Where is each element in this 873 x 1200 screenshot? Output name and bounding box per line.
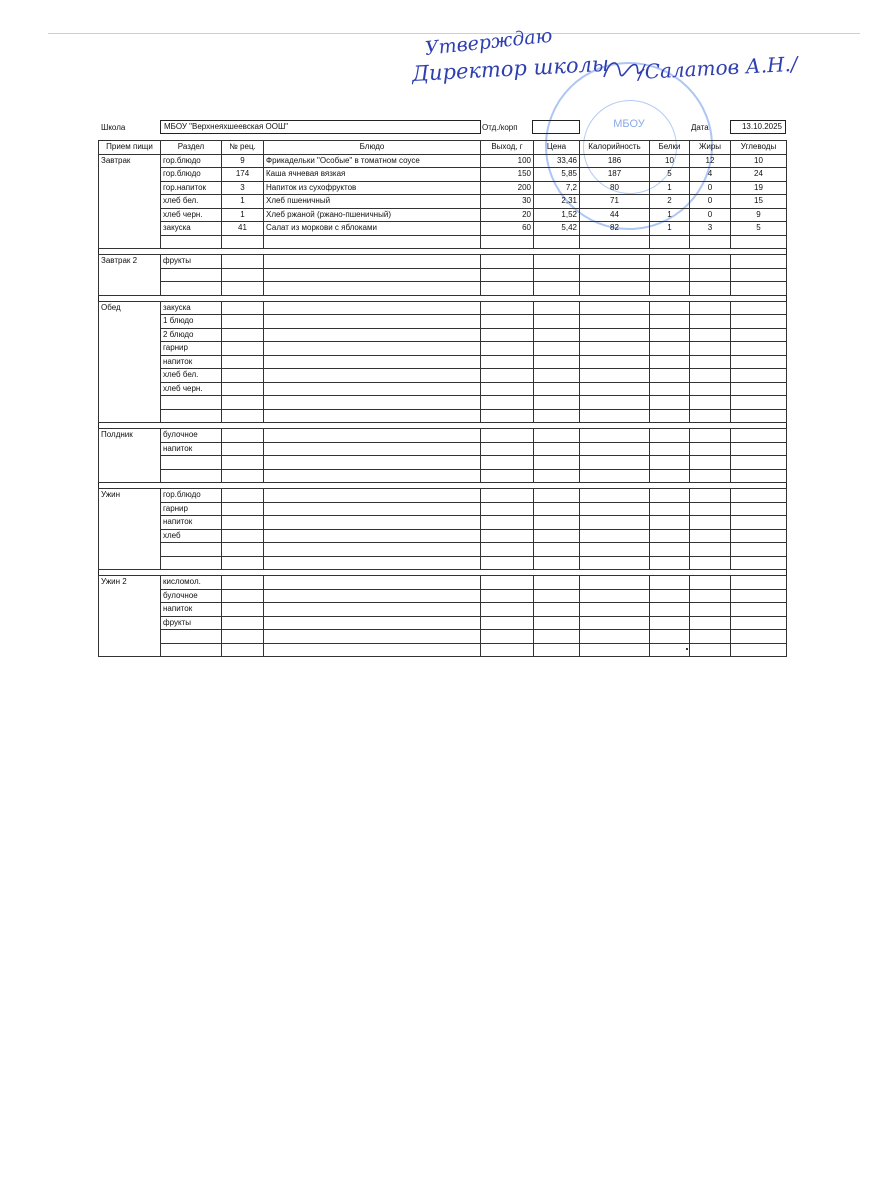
table-row — [99, 342, 787, 356]
cell-section: булочное — [161, 429, 222, 443]
table-row — [99, 529, 787, 543]
table-row — [99, 181, 787, 195]
table-row — [99, 543, 787, 557]
cell-section: гор.блюдо — [161, 154, 222, 168]
scan-speck — [686, 648, 688, 650]
cell-carbs: 15 — [731, 195, 787, 209]
dept-label: Отд./корп — [482, 123, 518, 132]
cell-price: 5,42 — [534, 222, 580, 236]
meal-snack: Полдник — [99, 429, 161, 483]
cell-protein: 2 — [650, 195, 690, 209]
cell-calories: 71 — [580, 195, 650, 209]
table-row — [99, 396, 787, 410]
cell-carbs: 10 — [731, 154, 787, 168]
table-row — [99, 355, 787, 369]
table-row — [99, 556, 787, 570]
col-protein: Белки — [650, 141, 690, 155]
meal-dinner-2: Ужин 2 — [99, 576, 161, 657]
cell-price: 2,31 — [534, 195, 580, 209]
school-label: Школа — [101, 123, 126, 132]
table-row — [99, 235, 787, 249]
cell-section: 1 блюдо — [161, 315, 222, 329]
cell-fat: 3 — [690, 222, 731, 236]
table-row — [99, 643, 787, 657]
cell-fat: 12 — [690, 154, 731, 168]
col-dish: Блюдо — [264, 141, 481, 155]
cell-section: хлеб — [161, 529, 222, 543]
cell-section: фрукты — [161, 616, 222, 630]
cell-recipe: 9 — [222, 154, 264, 168]
col-price: Цена — [534, 141, 580, 155]
table-row — [99, 282, 787, 296]
cell-section: закуска — [161, 222, 222, 236]
table-row — [99, 315, 787, 329]
table-row — [99, 589, 787, 603]
cell-dish: Хлеб пшеничный — [264, 195, 481, 209]
cell-section: булочное — [161, 589, 222, 603]
cell-section: 2 блюдо — [161, 328, 222, 342]
cell-dish: Фрикадельки "Особые" в томатном соусе — [264, 154, 481, 168]
table-row — [99, 154, 787, 168]
cell-calories: 80 — [580, 181, 650, 195]
cell-protein: 1 — [650, 208, 690, 222]
table-row — [99, 195, 787, 209]
table-row — [99, 268, 787, 282]
cell-yield: 30 — [481, 195, 534, 209]
cell-yield: 100 — [481, 154, 534, 168]
cell-section: хлеб черн. — [161, 208, 222, 222]
menu-table — [98, 140, 787, 657]
cell-protein: 1 — [650, 181, 690, 195]
table-row — [99, 409, 787, 423]
table-row — [99, 489, 787, 503]
cell-yield: 20 — [481, 208, 534, 222]
cell-dish: Каша ячневая вязкая — [264, 168, 481, 182]
school-field: МБОУ "Верхнеяхшеевская ООШ" — [160, 120, 481, 134]
meal-lunch: Обед — [99, 301, 161, 423]
cell-fat: 0 — [690, 208, 731, 222]
cell-carbs: 19 — [731, 181, 787, 195]
table-row — [99, 603, 787, 617]
cell-protein: 10 — [650, 154, 690, 168]
cell-fat: 0 — [690, 195, 731, 209]
cell-section: закуска — [161, 301, 222, 315]
col-calories: Калорийность — [580, 141, 650, 155]
cell-carbs: 5 — [731, 222, 787, 236]
cell-recipe: 3 — [222, 181, 264, 195]
table-header-row — [99, 141, 787, 155]
col-meal: Прием пищи — [99, 141, 161, 155]
col-fat: Жиры — [690, 141, 731, 155]
cell-calories: 186 — [580, 154, 650, 168]
col-recipe: № рец. — [222, 141, 264, 155]
table-row — [99, 168, 787, 182]
cell-section: гор.блюдо — [161, 168, 222, 182]
cell-yield: 150 — [481, 168, 534, 182]
cell-carbs: 9 — [731, 208, 787, 222]
cell-section: фрукты — [161, 255, 222, 269]
meal-dinner: Ужин — [99, 489, 161, 570]
cell-price: 5,85 — [534, 168, 580, 182]
date-field: 13.10.2025 — [730, 120, 786, 134]
cell-protein: 5 — [650, 168, 690, 182]
meal-breakfast-2: Завтрак 2 — [99, 255, 161, 296]
cell-section: хлеб бел. — [161, 195, 222, 209]
meal-breakfast: Завтрак — [99, 154, 161, 249]
cell-section: гарнир — [161, 502, 222, 516]
cell-carbs: 24 — [731, 168, 787, 182]
table-row — [99, 469, 787, 483]
cell-calories: 82 — [580, 222, 650, 236]
table-row — [99, 328, 787, 342]
cell-section: напиток — [161, 355, 222, 369]
cell-yield: 200 — [481, 181, 534, 195]
cell-calories: 44 — [580, 208, 650, 222]
col-carbs: Углеводы — [731, 141, 787, 155]
col-section: Раздел — [161, 141, 222, 155]
cell-calories: 187 — [580, 168, 650, 182]
table-row — [99, 516, 787, 530]
cell-recipe: 1 — [222, 208, 264, 222]
dept-field — [532, 120, 580, 134]
approval-line-3: /Салатов А.Н./ — [637, 51, 799, 84]
col-yield: Выход, г — [481, 141, 534, 155]
cell-fat: 0 — [690, 181, 731, 195]
table-row — [99, 222, 787, 236]
cell-section: гор.напиток — [161, 181, 222, 195]
cell-section: хлеб бел. — [161, 369, 222, 383]
cell-price: 1,52 — [534, 208, 580, 222]
table-row — [99, 442, 787, 456]
cell-dish: Хлеб ржаной (ржано-пшеничный) — [264, 208, 481, 222]
cell-price: 7,2 — [534, 181, 580, 195]
cell-yield: 60 — [481, 222, 534, 236]
cell-section: напиток — [161, 442, 222, 456]
cell-section: гор.блюдо — [161, 489, 222, 503]
cell-section: гарнир — [161, 342, 222, 356]
cell-dish: Салат из моркови с яблоками — [264, 222, 481, 236]
cell-fat: 4 — [690, 168, 731, 182]
cell-recipe: 41 — [222, 222, 264, 236]
cell-price: 33,46 — [534, 154, 580, 168]
cell-recipe: 174 — [222, 168, 264, 182]
table-row — [99, 456, 787, 470]
date-label: Дата — [691, 123, 709, 132]
stamp-text: МБОУ — [613, 118, 645, 130]
table-row — [99, 369, 787, 383]
table-row — [99, 301, 787, 315]
table-row — [99, 576, 787, 590]
cell-protein: 1 — [650, 222, 690, 236]
cell-section: напиток — [161, 603, 222, 617]
cell-recipe: 1 — [222, 195, 264, 209]
cell-section: напиток — [161, 516, 222, 530]
table-row — [99, 616, 787, 630]
approval-line-1: Утверждаю — [423, 24, 554, 60]
cell-section: хлеб черн. — [161, 382, 222, 396]
table-row — [99, 255, 787, 269]
table-row — [99, 208, 787, 222]
table-row — [99, 429, 787, 443]
table-row — [99, 382, 787, 396]
table-row — [99, 630, 787, 644]
cell-dish: Напиток из сухофруктов — [264, 181, 481, 195]
table-row — [99, 502, 787, 516]
cell-section: кисломол. — [161, 576, 222, 590]
approval-line-2: Директор школы — [411, 51, 610, 86]
